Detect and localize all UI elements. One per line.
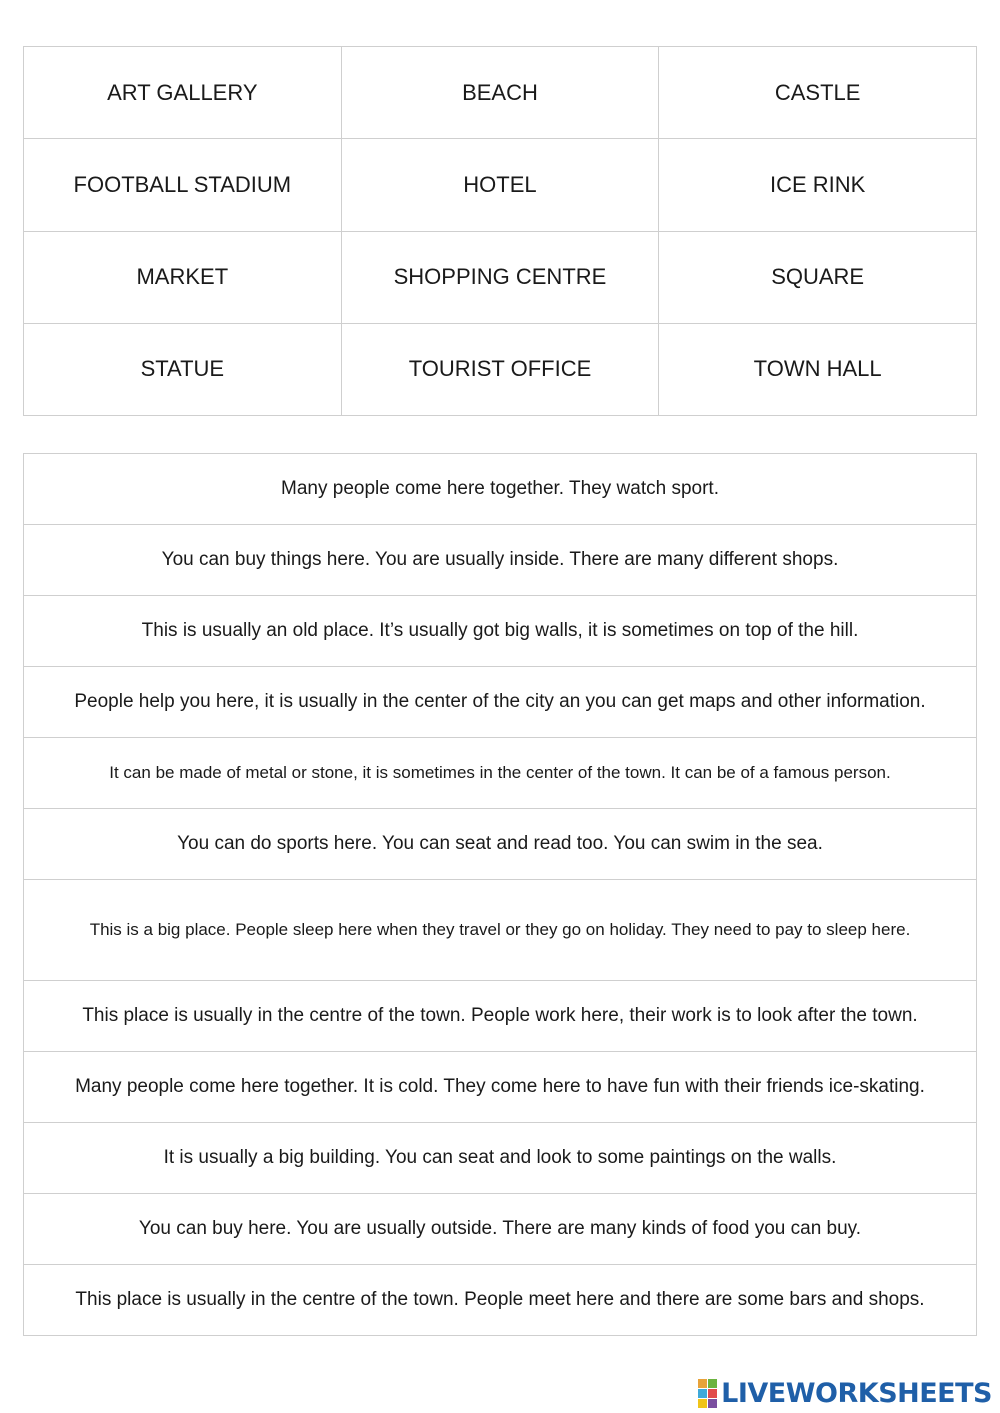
word-bank-row [24,323,977,415]
clue-drop-zone[interactable]: This is a big place. People sleep here when they travel or they go on holiday. They need to pay to sleep here. [24,880,977,981]
place-card[interactable]: HOTEL [341,139,659,231]
word-bank-row [24,139,977,231]
place-card[interactable]: ART GALLERY [24,47,342,139]
clue-drop-zone[interactable]: You can do sports here. You can seat and read too. You can swim in the sea. [24,809,977,880]
clue-row [24,525,977,596]
place-card[interactable]: TOURIST OFFICE [341,323,659,415]
clue-row [24,880,977,981]
word-bank-row [24,231,977,323]
clue-row [24,981,977,1052]
place-card[interactable]: ICE RINK [659,139,977,231]
word-bank-row [24,47,977,139]
clue-row [24,1265,977,1336]
clue-drop-zone[interactable]: Many people come here together. It is cold. They come here to have fun with their friends ice-skating. [24,1052,977,1123]
place-card[interactable]: STATUE [24,323,342,415]
place-card[interactable]: SQUARE [659,231,977,323]
clue-row [24,1194,977,1265]
clue-drop-zone[interactable]: This place is usually in the centre of the town. People work here, their work is to look after the town. [24,981,977,1052]
clue-drop-zone[interactable]: This is usually an old place. It’s usually got big walls, it is sometimes on top of the hill. [24,596,977,667]
clue-drop-zone[interactable]: It is usually a big building. You can seat and look to some paintings on the walls. [24,1123,977,1194]
clue-drop-zone[interactable]: This place is usually in the centre of the town. People meet here and there are some bars and shops. [24,1265,977,1336]
place-card[interactable]: SHOPPING CENTRE [341,231,659,323]
clues-list [23,453,977,1336]
place-card[interactable]: CASTLE [659,47,977,139]
clue-drop-zone[interactable]: Many people come here together. They watch sport. [24,454,977,525]
clue-row [24,596,977,667]
place-card[interactable]: TOWN HALL [659,323,977,415]
clue-row [24,1123,977,1194]
clue-row [24,454,977,525]
logo-text: LIVEWORKSHEETS [721,1377,992,1409]
place-card[interactable]: FOOTBALL STADIUM [24,139,342,231]
clue-row [24,1052,977,1123]
clue-row [24,809,977,880]
clue-row [24,667,977,738]
clue-drop-zone[interactable]: It can be made of metal or stone, it is sometimes in the center of the town. It can be of a famous person. [24,738,977,809]
places-word-bank [23,46,977,416]
liveworksheets-logo [698,1378,992,1408]
clue-drop-zone[interactable]: People help you here, it is usually in the center of the city an you can get maps and other information. [24,667,977,738]
place-card[interactable]: MARKET [24,231,342,323]
clue-drop-zone[interactable]: You can buy here. You are usually outside. There are many kinds of food you can buy. [24,1194,977,1265]
logo-mark-icon [698,1379,717,1408]
clue-drop-zone[interactable]: You can buy things here. You are usually inside. There are many different shops. [24,525,977,596]
place-card[interactable]: BEACH [341,47,659,139]
clue-row [24,738,977,809]
